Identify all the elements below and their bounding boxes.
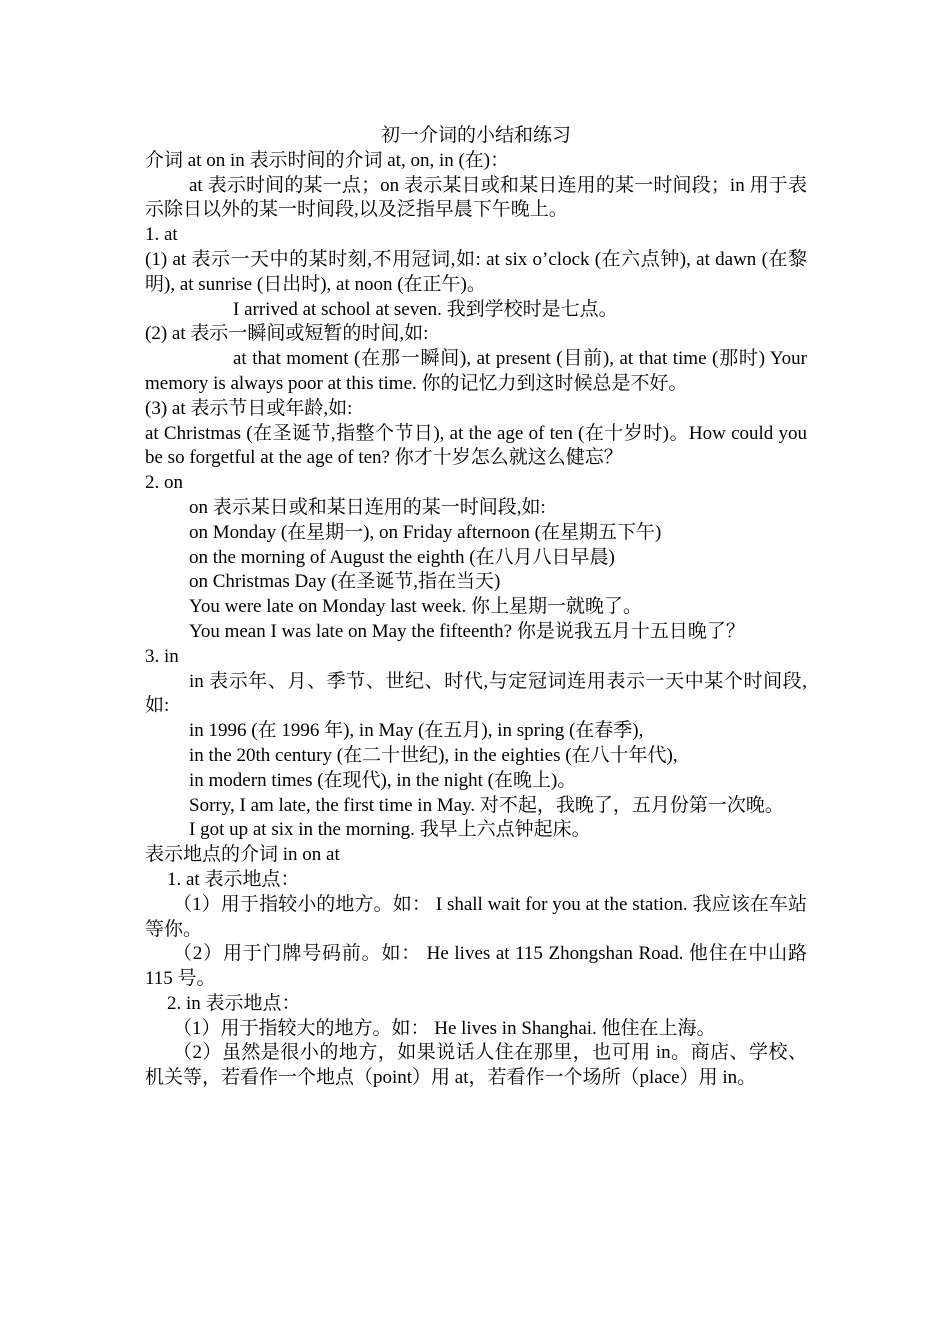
subsection-heading: 2. in 表示地点： — [167, 992, 301, 1014]
example-sentence: I got up at six in the morning. 我早上六点钟起床。 — [189, 819, 591, 841]
paragraph: at 表示时间的某一点；on 表示某日或和某日连用的某一时间段；in 用于表示除日以外的某一时间段,以及泛指早晨下午晚上。 — [145, 174, 807, 221]
section-heading: 2. on — [145, 472, 183, 494]
example-sentence: You were late on Monday last week. 你上星期一就晚了。 — [189, 596, 642, 618]
example-sentence: You mean I was late on May the fifteenth? 你是说我五月十五日晚了？ — [189, 620, 745, 642]
example-sentence: in 1996 (在 1996 年), in May (在五月), in spring (在春季), — [189, 720, 644, 742]
section-heading: 3. in — [145, 645, 179, 667]
example-sentence: in modern times (在现代), in the night (在晚上)。 — [189, 769, 577, 791]
example-sentence: on the morning of August the eighth (在八月八日早晨) — [189, 546, 615, 568]
paragraph: 介词 at on in 表示时间的介词 at, on, in (在)： — [145, 149, 510, 171]
paragraph: （1）用于指较小的地方。如： I shall wait for you at the station. 我应该在车站等你。 — [145, 893, 807, 940]
subsection-heading: 1. at 表示地点： — [167, 868, 300, 890]
document-page — [145, 124, 807, 1091]
paragraph: on 表示某日或和某日连用的某一时间段,如: — [189, 496, 546, 518]
example-sentence: on Monday (在星期一), on Friday afternoon (在星期五下午) — [189, 521, 662, 543]
paragraph: in 表示年、月、季节、世纪、时代,与定冠词连用表示一天中某个时间段,如: — [145, 670, 807, 717]
example-sentence: I arrived at school at seven. 我到学校时是七点。 — [233, 298, 618, 320]
paragraph: （2）用于门牌号码前。如： He lives at 115 Zhongshan Road. 他住在中山路 115 号。 — [145, 943, 807, 990]
paragraph: （1）用于指较大的地方。如： He lives in Shanghai. 他住在上海。 — [173, 1017, 716, 1039]
paragraph: （2）虽然是很小的地方，如果说话人住在那里，也可用 in。商店、学校、机关等，若看作一个地点（point）用 at，若看作一个场所（place）用 in。 — [145, 1042, 807, 1089]
section-heading: 1. at — [145, 224, 178, 246]
section-heading: 表示地点的介词 in on at — [145, 844, 340, 866]
paragraph: (1) at 表示一天中的某时刻,不用冠词,如: at six o’clock (在六点钟), at dawn (在黎明), at sunrise (日出时), at noon (在正午)。 — [145, 248, 807, 295]
example-sentence: at Christmas (在圣诞节,指整个节日), at the age of ten (在十岁时)。How could you be so forgetful at the age of ten? 你才十岁怎么就这么健忘？ — [145, 422, 807, 469]
paragraph: (3) at 表示节日或年龄,如: — [145, 397, 353, 419]
document-title: 初一介词的小结和练习 — [380, 125, 571, 146]
example-sentence: at that moment (在那一瞬间), at present (目前), at that time (那时) Your memory is always poor at this time. 你的记忆力到这时候总是不好。 — [145, 348, 807, 394]
paragraph: (2) at 表示一瞬间或短暂的时间,如: — [145, 323, 429, 345]
example-sentence: Sorry, I am late, the first time in May. 对不起，我晚了，五月份第一次晚。 — [189, 794, 784, 816]
example-sentence: in the 20th century (在二十世纪), in the eighties (在八十年代), — [189, 744, 678, 766]
example-sentence: on Christmas Day (在圣诞节,指在当天) — [189, 571, 501, 593]
